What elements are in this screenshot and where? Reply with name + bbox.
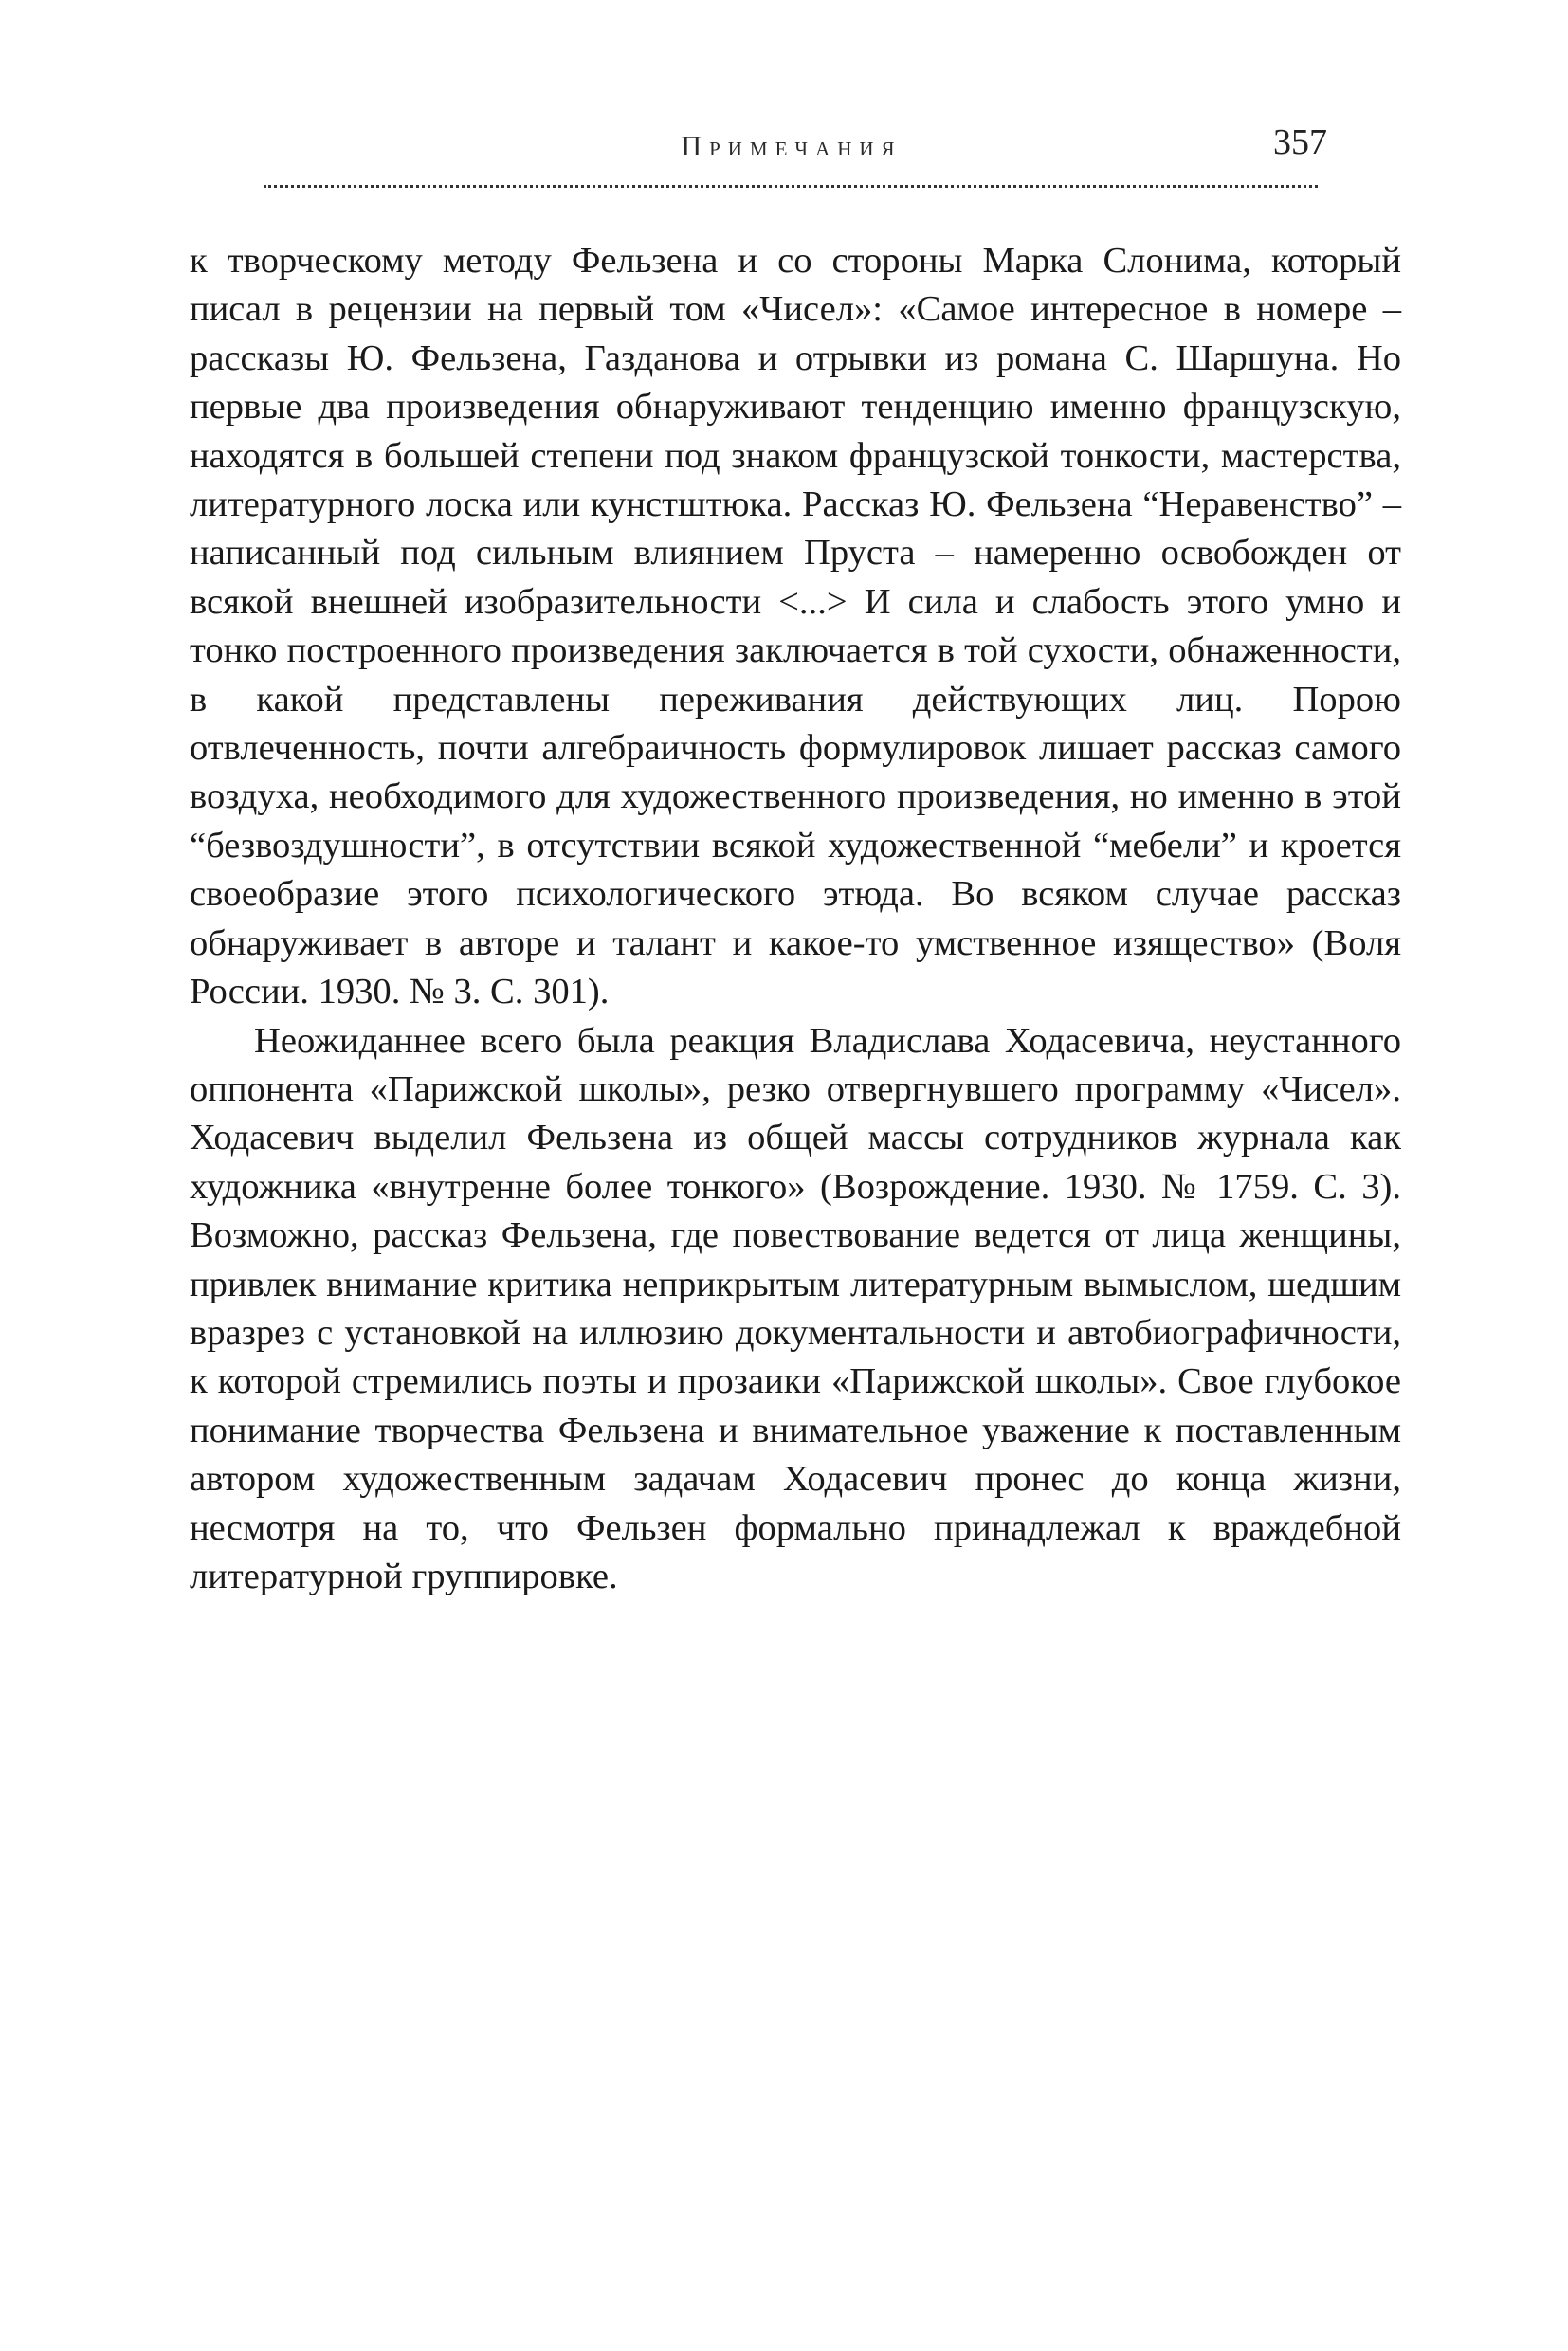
- running-head: [256, 121, 1327, 178]
- body-text: [190, 237, 1401, 1601]
- section-title: Примечания: [681, 131, 903, 162]
- paragraph-1: к творческому методу Фельзена и со стороны Марка Слонима, который писал в рецензии на первый том «Чисел»: «Самое интересное в номере – рассказы Ю. Фельзена, Газданова и отрывки из романа С. Шаршуна. Но первые два произведения обнаруживают тенденцию именно французскую, находятся в большей степени под знаком французской тонкости, мастерства, литературного лоска или кунстштюка. Рассказ Ю. Фельзена “Неравенство” – написанный под сильным влиянием Пруста – намеренно освобожден от всякой внешней изобразительности <...> И сила и слабость этого умно и тонко построенного произведения заключается в той сухости, обнаженности, в какой представлены переживания действующих лиц. Порою отвлеченность, почти алгебраичность формулировок лишает рассказ самого воздуха, необходимого для художественного произведения, но именно в этой “безвоздушности”, в отсутствии всякой художественной “мебели” и кроется своеобразие этого психологического этюда. Во всяком случае рассказ обнаруживает в авторе и талант и какое-то умственное изящество» (Воля России. 1930. № 3. С. 301).: [190, 241, 1401, 1012]
- page-number: 357: [1273, 122, 1327, 162]
- paragraph-2: Неожиданнее всего была реакция Владислава Ходасевича, неустанного оппонента «Парижской школы», резко отвергнувшего программу «Чисел». Ходасевич выделил Фельзена из общей массы сотрудников журнала как художника «внутренне более тонкого» (Возрождение. 1930. № 1759. С. 3). Возможно, рассказ Фельзена, где повествование ведется от лица женщины, привлек внимание критика неприкрытым литературным вымыслом, шедшим вразрез с установкой на иллюзию документальности и автобиографичности, к которой стремились поэты и прозаики «Парижской школы». Свое глубокое понимание творчества Фельзена и внимательное уважение к поставленным автором художественным задачам Ходасевич пронес до конца жизни, несмотря на то, что Фельзен формально принадлежал к враждебной литературной группировке.: [190, 1020, 1401, 1596]
- header-dotted-rule: [264, 185, 1318, 188]
